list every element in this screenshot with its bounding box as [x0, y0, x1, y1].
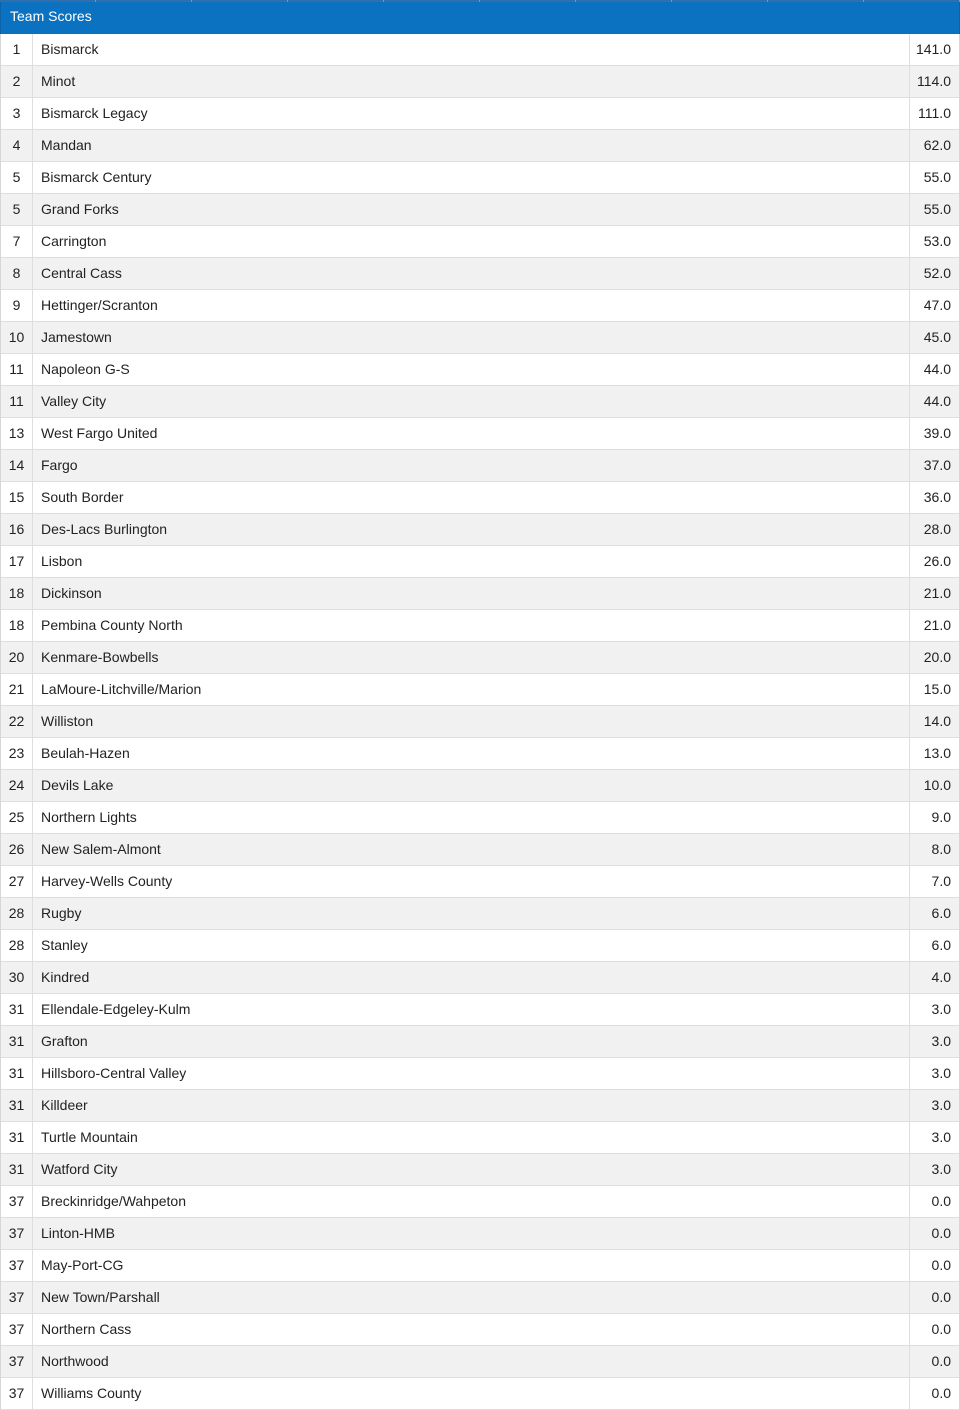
- score-cell: 0.0: [909, 1218, 959, 1249]
- table-row: [1, 1122, 959, 1154]
- table-row: [1, 1282, 959, 1314]
- table-row: [1, 130, 959, 162]
- score-cell: 0.0: [909, 1282, 959, 1313]
- table-row: [1, 866, 959, 898]
- table-row: [1, 674, 959, 706]
- score-cell: 10.0: [909, 770, 959, 801]
- team-name-cell: Ellendale-Edgeley-Kulm: [41, 1001, 191, 1017]
- rank-cell: 31: [1, 1122, 33, 1153]
- table-row: [1, 1314, 959, 1346]
- table-row: [1, 418, 959, 450]
- rank-cell: 4: [1, 130, 33, 161]
- team-name-cell: Watford City: [41, 1161, 118, 1177]
- score-cell: 141.0: [909, 34, 959, 65]
- score-cell: 28.0: [909, 514, 959, 545]
- score-cell: 3.0: [909, 1122, 959, 1153]
- table-row: [1, 1090, 959, 1122]
- score-cell: 3.0: [909, 1026, 959, 1057]
- team-name-cell: Napoleon G-S: [41, 361, 130, 377]
- score-cell: 45.0: [909, 322, 959, 353]
- score-cell: 0.0: [909, 1378, 959, 1409]
- table-row: [1, 386, 959, 418]
- rank-cell: 37: [1, 1250, 33, 1281]
- rank-cell: 23: [1, 738, 33, 769]
- team-name-cell: Killdeer: [41, 1097, 88, 1113]
- team-name-cell: Central Cass: [41, 265, 122, 281]
- team-name-cell: Minot: [41, 73, 76, 89]
- score-cell: 4.0: [909, 962, 959, 993]
- team-name-cell: West Fargo United: [41, 425, 158, 441]
- team-name-cell: New Salem-Almont: [41, 841, 161, 857]
- table-row: [1, 1346, 959, 1378]
- score-cell: 3.0: [909, 994, 959, 1025]
- rank-cell: 16: [1, 514, 33, 545]
- table-row: [1, 962, 959, 994]
- team-name-cell: Hillsboro-Central Valley: [41, 1065, 187, 1081]
- score-cell: 0.0: [909, 1346, 959, 1377]
- rank-cell: 24: [1, 770, 33, 801]
- score-cell: 52.0: [909, 258, 959, 289]
- table-row: [1, 66, 959, 98]
- score-cell: 0.0: [909, 1186, 959, 1217]
- table-row: [1, 802, 959, 834]
- score-cell: 21.0: [909, 578, 959, 609]
- score-cell: 111.0: [909, 98, 959, 129]
- table-row: [1, 930, 959, 962]
- table-row: [1, 898, 959, 930]
- table-row: [1, 226, 959, 258]
- score-cell: 36.0: [909, 482, 959, 513]
- rank-cell: 18: [1, 578, 33, 609]
- team-name-cell: Linton-HMB: [41, 1225, 115, 1241]
- score-cell: 39.0: [909, 418, 959, 449]
- table-row: [1, 1250, 959, 1282]
- rank-cell: 7: [1, 226, 33, 257]
- rank-cell: 5: [1, 194, 33, 225]
- table-row: [1, 834, 959, 866]
- table-row: [1, 1026, 959, 1058]
- team-name-cell: Hettinger/Scranton: [41, 297, 158, 313]
- rank-cell: 37: [1, 1282, 33, 1313]
- score-cell: 13.0: [909, 738, 959, 769]
- score-cell: 15.0: [909, 674, 959, 705]
- panel-header: [0, 2, 960, 34]
- rank-cell: 28: [1, 930, 33, 961]
- team-name-cell: Devils Lake: [41, 777, 114, 793]
- score-cell: 37.0: [909, 450, 959, 481]
- team-name-cell: Des-Lacs Burlington: [41, 521, 168, 537]
- rank-cell: 27: [1, 866, 33, 897]
- table-row: [1, 290, 959, 322]
- table-row: [1, 1058, 959, 1090]
- score-cell: 62.0: [909, 130, 959, 161]
- team-name-cell: Williston: [41, 713, 94, 729]
- rank-cell: 14: [1, 450, 33, 481]
- score-cell: 53.0: [909, 226, 959, 257]
- table-row: [1, 34, 959, 66]
- table-row: [1, 514, 959, 546]
- score-cell: 3.0: [909, 1058, 959, 1089]
- rank-cell: 37: [1, 1378, 33, 1409]
- table-row: [1, 1154, 959, 1186]
- score-cell: 6.0: [909, 898, 959, 929]
- table-row: [1, 610, 959, 642]
- rank-cell: 10: [1, 322, 33, 353]
- team-name-cell: Rugby: [41, 905, 82, 921]
- rank-cell: 25: [1, 802, 33, 833]
- team-name-cell: Fargo: [41, 457, 78, 473]
- score-cell: 55.0: [909, 162, 959, 193]
- rank-cell: 8: [1, 258, 33, 289]
- table-row: [1, 322, 959, 354]
- team-name-cell: Lisbon: [41, 553, 83, 569]
- score-cell: 0.0: [909, 1250, 959, 1281]
- rank-cell: 17: [1, 546, 33, 577]
- team-name-cell: LaMoure-Litchville/Marion: [41, 681, 202, 697]
- rank-cell: 3: [1, 98, 33, 129]
- team-name-cell: Breckinridge/Wahpeton: [41, 1193, 187, 1209]
- rank-cell: 2: [1, 66, 33, 97]
- team-name-cell: Pembina County North: [41, 617, 183, 633]
- rank-cell: 31: [1, 1154, 33, 1185]
- score-cell: 14.0: [909, 706, 959, 737]
- table-row: [1, 546, 959, 578]
- score-cell: 44.0: [909, 354, 959, 385]
- team-name-cell: Beulah-Hazen: [41, 745, 130, 761]
- score-cell: 47.0: [909, 290, 959, 321]
- team-name-cell: Bismarck Legacy: [41, 105, 148, 121]
- team-name-cell: Kenmare-Bowbells: [41, 649, 159, 665]
- tab-strip: [0, 0, 960, 2]
- score-cell: 20.0: [909, 642, 959, 673]
- score-cell: 21.0: [909, 610, 959, 641]
- team-name-cell: Grafton: [41, 1033, 88, 1049]
- team-name-cell: Valley City: [41, 393, 107, 409]
- rank-cell: 31: [1, 1058, 33, 1089]
- team-name-cell: Northern Lights: [41, 809, 137, 825]
- rank-cell: 28: [1, 898, 33, 929]
- rank-cell: 13: [1, 418, 33, 449]
- team-name-cell: Williams County: [41, 1385, 142, 1401]
- table-row: [1, 482, 959, 514]
- team-name-cell: May-Port-CG: [41, 1257, 124, 1273]
- rank-cell: 11: [1, 354, 33, 385]
- score-cell: 6.0: [909, 930, 959, 961]
- team-name-cell: Bismarck: [41, 41, 99, 57]
- rank-cell: 37: [1, 1346, 33, 1377]
- rank-cell: 21: [1, 674, 33, 705]
- rank-cell: 20: [1, 642, 33, 673]
- team-name-cell: Mandan: [41, 137, 92, 153]
- table-row: [1, 994, 959, 1026]
- rank-cell: 18: [1, 610, 33, 641]
- score-cell: 7.0: [909, 866, 959, 897]
- rank-cell: 26: [1, 834, 33, 865]
- table-row: [1, 1186, 959, 1218]
- team-name-cell: Stanley: [41, 937, 88, 953]
- team-name-cell: South Border: [41, 489, 124, 505]
- team-name-cell: Turtle Mountain: [41, 1129, 138, 1145]
- score-cell: 114.0: [909, 66, 959, 97]
- team-name-cell: Kindred: [41, 969, 90, 985]
- table-row: [1, 450, 959, 482]
- score-cell: 55.0: [909, 194, 959, 225]
- rank-cell: 15: [1, 482, 33, 513]
- team-name-cell: Jamestown: [41, 329, 112, 345]
- team-name-cell: Carrington: [41, 233, 107, 249]
- rank-cell: 9: [1, 290, 33, 321]
- table-row: [1, 162, 959, 194]
- rank-cell: 1: [1, 34, 33, 65]
- team-name-cell: New Town/Parshall: [41, 1289, 160, 1305]
- table-row: [1, 770, 959, 802]
- score-cell: 8.0: [909, 834, 959, 865]
- table-row: [1, 98, 959, 130]
- table-row: [1, 642, 959, 674]
- table-row: [1, 578, 959, 610]
- rank-cell: 31: [1, 994, 33, 1025]
- table-row: [1, 738, 959, 770]
- rank-cell: 22: [1, 706, 33, 737]
- rank-cell: 11: [1, 386, 33, 417]
- panel-title: Team Scores: [10, 8, 92, 24]
- score-cell: 26.0: [909, 546, 959, 577]
- table-row: [1, 1218, 959, 1250]
- rank-cell: 37: [1, 1314, 33, 1345]
- team-name-cell: Grand Forks: [41, 201, 119, 217]
- team-name-cell: Harvey-Wells County: [41, 873, 173, 889]
- rank-cell: 37: [1, 1186, 33, 1217]
- table-row: [1, 194, 959, 226]
- team-scores-table: [0, 34, 960, 1410]
- rank-cell: 30: [1, 962, 33, 993]
- team-name-cell: Dickinson: [41, 585, 102, 601]
- table-row: [1, 354, 959, 386]
- score-cell: 9.0: [909, 802, 959, 833]
- score-cell: 44.0: [909, 386, 959, 417]
- team-name-cell: Northern Cass: [41, 1321, 132, 1337]
- score-cell: 0.0: [909, 1314, 959, 1345]
- table-row: [1, 258, 959, 290]
- score-cell: 3.0: [909, 1154, 959, 1185]
- team-name-cell: Bismarck Century: [41, 169, 152, 185]
- rank-cell: 37: [1, 1218, 33, 1249]
- rank-cell: 31: [1, 1090, 33, 1121]
- rank-cell: 31: [1, 1026, 33, 1057]
- rank-cell: 5: [1, 162, 33, 193]
- table-row: [1, 1378, 959, 1410]
- team-name-cell: Northwood: [41, 1353, 109, 1369]
- score-cell: 3.0: [909, 1090, 959, 1121]
- table-row: [1, 706, 959, 738]
